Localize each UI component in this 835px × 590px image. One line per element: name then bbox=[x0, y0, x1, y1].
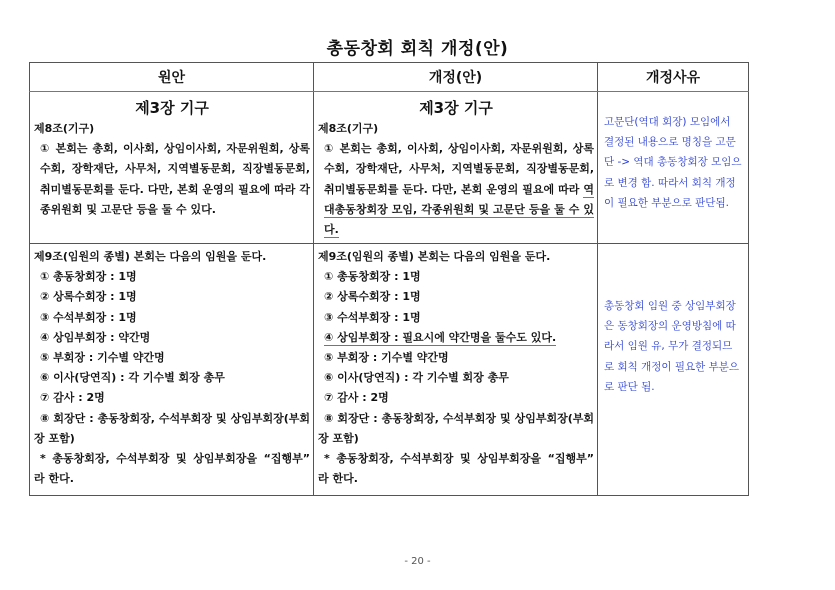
list-item: ⑥ 이사(당연직) : 각 기수별 회장 총무 bbox=[40, 371, 225, 385]
article-paragraph bbox=[318, 139, 594, 240]
article-heading: 제9조(임원의 종별) 본회는 다음의 임원을 둔다. bbox=[318, 250, 551, 263]
page-number: - 20 - bbox=[404, 556, 431, 567]
footnote: * 총동창회장, 수석부회장 및 상임부회장을 “집행부” 라 한다. bbox=[318, 452, 594, 486]
chapter-heading: 제3장 기구 bbox=[135, 99, 209, 117]
cell-original-article8 bbox=[30, 92, 314, 244]
list-item: ⑤ 부회장 : 기수별 약간명 bbox=[324, 351, 449, 365]
list-item: ③ 수석부회장 : 1명 bbox=[40, 310, 137, 324]
list-item: ⑦ 감사 : 2명 bbox=[324, 391, 389, 405]
footnote: * 총동창회장, 수석부회장 및 상임부회장을 “집행부” 라 한다. bbox=[34, 452, 310, 486]
reason-text: 총동창회 임원 중 상임부회장은 동창회장의 운영방침에 따라서 임원 유, 무가 결정되므로 회칙 개정이 필요한 부분으로 판단 됨. bbox=[604, 300, 740, 393]
table-row bbox=[30, 92, 749, 244]
cell-original-article9 bbox=[30, 244, 314, 496]
reason-text: 고문단(역대 회장) 모임에서 결정된 내용으로 명칭을 고문단 -> 역대 총동창회장 모임으로 변경 함. 따라서 회칙 개정이 필요한 부분으로 판단됨. bbox=[604, 116, 742, 209]
cell-reason-article9 bbox=[598, 244, 749, 496]
article-heading: 제8조(기구) bbox=[34, 122, 95, 135]
list-item: ② 상록수회장 : 1명 bbox=[324, 290, 421, 304]
article-heading: 제9조(임원의 종별) 본회는 다음의 임원을 둔다. bbox=[34, 250, 267, 263]
paragraph-text: ① 본회는 총회, 이사회, 상임이사회, 자문위원회, 상록수회, 장학재단, 사무처, 지역별동문회, 직장별동문회, 취미별동문회를 둔다. 다만, 본회 운영의 필요에 따라 bbox=[324, 142, 594, 196]
header-reason: 개정사유 bbox=[598, 63, 749, 92]
cell-revised-article8 bbox=[314, 92, 598, 244]
article-heading: 제8조(기구) bbox=[318, 122, 379, 135]
table-row bbox=[30, 244, 749, 496]
list-item: ③ 수석부회장 : 1명 bbox=[324, 310, 421, 324]
list-item: ⑧ 회장단 : 총동창회장, 수석부회장 및 상임부회장(부회장 포함) bbox=[318, 411, 594, 445]
chapter-heading: 제3장 기구 bbox=[419, 99, 493, 117]
header-original: 원안 bbox=[30, 63, 314, 92]
list-item: ④ 상임부회장 : 약간명 bbox=[40, 330, 151, 344]
document-title: 총동창회 회칙 개정(안) bbox=[326, 39, 509, 59]
article-paragraph: ① 본회는 총회, 이사회, 상임이사회, 자문위원회, 상록수회, 장학재단, 사무처, 지역별동문회, 직장별동문회, 취미별동문회를 둔다. 다만, 본회 운영의 필요에 따라 각종위원회 및 고문단 등을 둘 수 있다. bbox=[40, 142, 310, 216]
table-header-row bbox=[30, 63, 749, 92]
list-item: ① 총동창회장 : 1명 bbox=[324, 270, 421, 284]
list-item: ⑤ 부회장 : 기수별 약간명 bbox=[40, 351, 165, 365]
revision-table bbox=[29, 62, 749, 496]
list-item: ⑦ 감사 : 2명 bbox=[40, 391, 105, 405]
header-revised: 개정(안) bbox=[314, 63, 598, 92]
list-item: ⑥ 이사(당연직) : 각 기수별 회장 총무 bbox=[324, 371, 509, 385]
list-item: ② 상록수회장 : 1명 bbox=[40, 290, 137, 304]
cell-reason-article8 bbox=[598, 92, 749, 244]
amended-text-underlined: ④ 상임부회장 : 필요시에 약간명을 둘수도 있다. bbox=[324, 330, 557, 344]
list-item bbox=[318, 328, 594, 348]
list-item: ⑧ 회장단 : 총동창회장, 수석부회장 및 상임부회장(부회장 포함) bbox=[34, 411, 310, 445]
amended-text-underlined: 역대총동창회장 모임, 각종위원회 및 고문단 등을 둘 수 있다. bbox=[324, 182, 594, 237]
list-item: ① 총동창회장 : 1명 bbox=[40, 270, 137, 284]
cell-revised-article9 bbox=[314, 244, 598, 496]
